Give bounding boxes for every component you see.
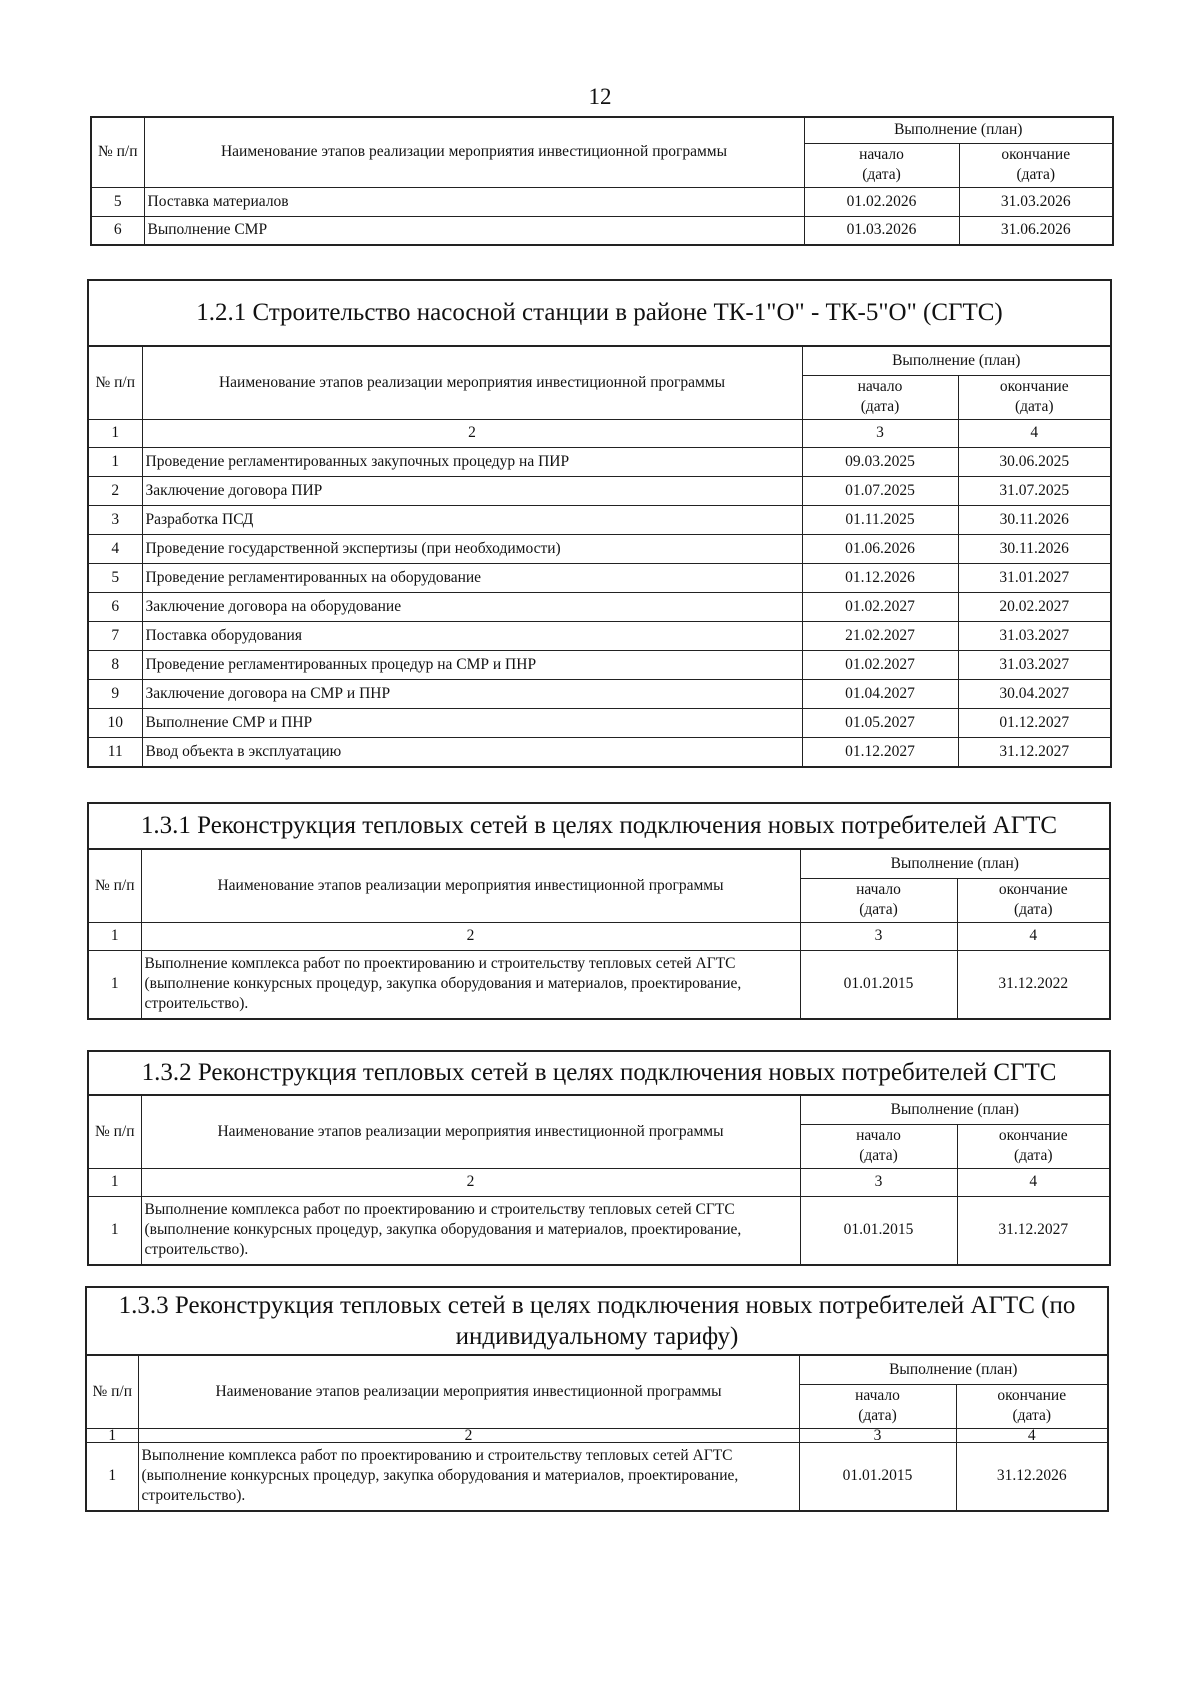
row-start-date: 01.03.2026 <box>804 216 959 245</box>
stages-table <box>89 1096 1109 1264</box>
row-no: 1 <box>89 1196 141 1264</box>
row-stage-name: Проведение государственной экспертизы (при необходимости) <box>142 534 802 563</box>
column-numbers-row <box>87 1428 1107 1442</box>
column-number: 1 <box>89 1168 141 1196</box>
column-number: 4 <box>957 1168 1109 1196</box>
column-number: 2 <box>138 1428 799 1442</box>
row-stage-name: Выполнение комплекса работ по проектированию и строительству тепловых сетей СГТС (выполнение конкурсных процедур, закупка оборудования и материалов, проектирование, строительство). <box>141 1196 800 1264</box>
table-row <box>89 708 1110 737</box>
row-end-date: 30.06.2025 <box>958 447 1110 476</box>
row-stage-name: Выполнение комплекса работ по проектированию и строительству тепловых сетей АГТС (выполнение конкурсных процедур, закупка оборудования и материалов, проектирование, строительство). <box>138 1442 799 1510</box>
row-start-date: 01.01.2015 <box>800 1196 957 1264</box>
table-row <box>87 1442 1107 1510</box>
stages-table <box>89 347 1110 766</box>
header-stage-name: Наименование этапов реализации мероприятия инвестиционной программы <box>138 1356 799 1428</box>
header-start-date: начало (дата) <box>799 1384 956 1428</box>
row-stage-name: Выполнение СМР <box>144 216 804 245</box>
row-no: 4 <box>89 534 142 563</box>
header-execution-plan: Выполнение (план) <box>799 1356 1107 1384</box>
header-execution-plan: Выполнение (план) <box>800 1096 1109 1124</box>
header-end-date: окончание (дата) <box>957 1124 1109 1168</box>
continuation-table-block <box>90 116 1112 246</box>
row-end-date: 31.01.2027 <box>958 563 1110 592</box>
row-end-date: 01.12.2027 <box>958 708 1110 737</box>
row-no: 1 <box>87 1442 138 1510</box>
table-row <box>89 650 1110 679</box>
column-numbers-row <box>89 922 1109 950</box>
row-no: 10 <box>89 708 142 737</box>
header-stage-name: Наименование этапов реализации мероприятия инвестиционной программы <box>141 850 800 922</box>
row-no: 7 <box>89 621 142 650</box>
row-no: 11 <box>89 737 142 766</box>
table-row <box>89 1196 1109 1264</box>
column-number: 1 <box>89 922 141 950</box>
header-end-date: окончание (дата) <box>956 1384 1107 1428</box>
row-start-date: 01.07.2025 <box>802 476 958 505</box>
row-start-date: 09.03.2025 <box>802 447 958 476</box>
header-start-date: начало (дата) <box>804 143 959 187</box>
section-1-3-3 <box>85 1286 1109 1512</box>
row-end-date: 31.07.2025 <box>958 476 1110 505</box>
row-no: 5 <box>91 187 144 216</box>
row-end-date: 31.12.2026 <box>956 1442 1107 1510</box>
row-stage-name: Выполнение комплекса работ по проектированию и строительству тепловых сетей АГТС (выполнение конкурсных процедур, закупка оборудования и материалов, проектирование, строительство). <box>141 950 800 1018</box>
row-stage-name: Заключение договора на СМР и ПНР <box>142 679 802 708</box>
row-stage-name: Разработка ПСД <box>142 505 802 534</box>
table-row <box>91 216 1113 245</box>
row-no: 1 <box>89 447 142 476</box>
row-no: 2 <box>89 476 142 505</box>
row-start-date: 01.12.2026 <box>802 563 958 592</box>
header-end-date: окончание (дата) <box>957 878 1109 922</box>
row-no: 6 <box>89 592 142 621</box>
header-start-date: начало (дата) <box>800 878 957 922</box>
row-stage-name: Поставка материалов <box>144 187 804 216</box>
row-start-date: 01.01.2015 <box>799 1442 956 1510</box>
section-title: 1.2.1 Строительство насосной станции в районе ТК-1"О" - ТК-5"О" (СГТС) <box>89 281 1110 347</box>
header-end-date: окончание (дата) <box>958 375 1110 419</box>
column-numbers-row <box>89 419 1110 447</box>
column-number: 2 <box>141 922 800 950</box>
column-number: 3 <box>800 1168 957 1196</box>
row-end-date: 31.12.2022 <box>957 950 1109 1018</box>
table-row <box>89 592 1110 621</box>
row-start-date: 01.06.2026 <box>802 534 958 563</box>
row-no: 3 <box>89 505 142 534</box>
column-numbers-row <box>89 1168 1109 1196</box>
column-number: 4 <box>957 922 1109 950</box>
header-stage-name: Наименование этапов реализации мероприятия инвестиционной программы <box>142 347 802 419</box>
row-end-date: 30.11.2026 <box>958 505 1110 534</box>
row-start-date: 01.05.2027 <box>802 708 958 737</box>
header-no: № п/п <box>91 117 144 187</box>
row-start-date: 01.02.2026 <box>804 187 959 216</box>
table-row <box>89 534 1110 563</box>
stages-table <box>87 1356 1107 1510</box>
header-no: № п/п <box>89 850 141 922</box>
table-row <box>89 447 1110 476</box>
row-start-date: 01.12.2027 <box>802 737 958 766</box>
column-number: 3 <box>802 419 958 447</box>
row-end-date: 30.11.2026 <box>958 534 1110 563</box>
row-no: 8 <box>89 650 142 679</box>
header-execution-plan: Выполнение (план) <box>800 850 1109 878</box>
row-end-date: 30.04.2027 <box>958 679 1110 708</box>
stages-table <box>90 116 1114 246</box>
row-no: 5 <box>89 563 142 592</box>
header-end-date: окончание (дата) <box>959 143 1113 187</box>
row-stage-name: Проведение регламентированных процедур на СМР и ПНР <box>142 650 802 679</box>
header-execution-plan: Выполнение (план) <box>802 347 1110 375</box>
page-number: 12 <box>588 84 612 109</box>
header-stage-name: Наименование этапов реализации мероприятия инвестиционной программы <box>144 117 804 187</box>
row-end-date: 31.12.2027 <box>957 1196 1109 1264</box>
header-no: № п/п <box>89 1096 141 1168</box>
column-number: 2 <box>141 1168 800 1196</box>
table-row <box>91 187 1113 216</box>
table-row <box>89 505 1110 534</box>
column-number: 4 <box>956 1428 1107 1442</box>
column-number: 1 <box>89 419 142 447</box>
row-stage-name: Проведение регламентированных на оборудование <box>142 563 802 592</box>
row-start-date: 01.02.2027 <box>802 650 958 679</box>
row-stage-name: Заключение договора на оборудование <box>142 592 802 621</box>
row-end-date: 31.03.2027 <box>958 650 1110 679</box>
column-number: 3 <box>800 922 957 950</box>
row-stage-name: Поставка оборудования <box>142 621 802 650</box>
row-end-date: 31.06.2026 <box>959 216 1113 245</box>
stages-table <box>89 850 1109 1018</box>
row-stage-name: Заключение договора ПИР <box>142 476 802 505</box>
row-end-date: 31.12.2027 <box>958 737 1110 766</box>
row-start-date: 01.02.2027 <box>802 592 958 621</box>
section-1-3-1 <box>87 802 1111 1020</box>
row-start-date: 01.11.2025 <box>802 505 958 534</box>
table-row <box>89 563 1110 592</box>
table-row <box>89 737 1110 766</box>
header-no: № п/п <box>87 1356 138 1428</box>
row-stage-name: Ввод объекта в эксплуатацию <box>142 737 802 766</box>
row-stage-name: Выполнение СМР и ПНР <box>142 708 802 737</box>
header-execution-plan: Выполнение (план) <box>804 117 1113 143</box>
row-start-date: 21.02.2027 <box>802 621 958 650</box>
header-start-date: начало (дата) <box>800 1124 957 1168</box>
section-title: 1.3.3 Реконструкция тепловых сетей в целях подключения новых потребителей АГТС (по индивидуальному тарифу) <box>87 1288 1107 1356</box>
column-number: 1 <box>87 1428 138 1442</box>
row-no: 1 <box>89 950 141 1018</box>
table-row <box>89 679 1110 708</box>
row-end-date: 31.03.2027 <box>958 621 1110 650</box>
header-start-date: начало (дата) <box>802 375 958 419</box>
row-start-date: 01.04.2027 <box>802 679 958 708</box>
header-stage-name: Наименование этапов реализации мероприятия инвестиционной программы <box>141 1096 800 1168</box>
table-row <box>89 476 1110 505</box>
column-number: 4 <box>958 419 1110 447</box>
row-no: 9 <box>89 679 142 708</box>
header-no: № п/п <box>89 347 142 419</box>
section-1-3-2 <box>87 1050 1111 1266</box>
section-title: 1.3.1 Реконструкция тепловых сетей в целях подключения новых потребителей АГТС <box>89 804 1109 850</box>
row-end-date: 20.02.2027 <box>958 592 1110 621</box>
section-title: 1.3.2 Реконструкция тепловых сетей в целях подключения новых потребителей СГТС <box>89 1052 1109 1096</box>
column-number: 2 <box>142 419 802 447</box>
table-row <box>89 621 1110 650</box>
section-1-2-1 <box>87 279 1112 768</box>
column-number: 3 <box>799 1428 956 1442</box>
row-stage-name: Проведение регламентированных закупочных процедур на ПИР <box>142 447 802 476</box>
row-start-date: 01.01.2015 <box>800 950 957 1018</box>
row-end-date: 31.03.2026 <box>959 187 1113 216</box>
table-row <box>89 950 1109 1018</box>
row-no: 6 <box>91 216 144 245</box>
